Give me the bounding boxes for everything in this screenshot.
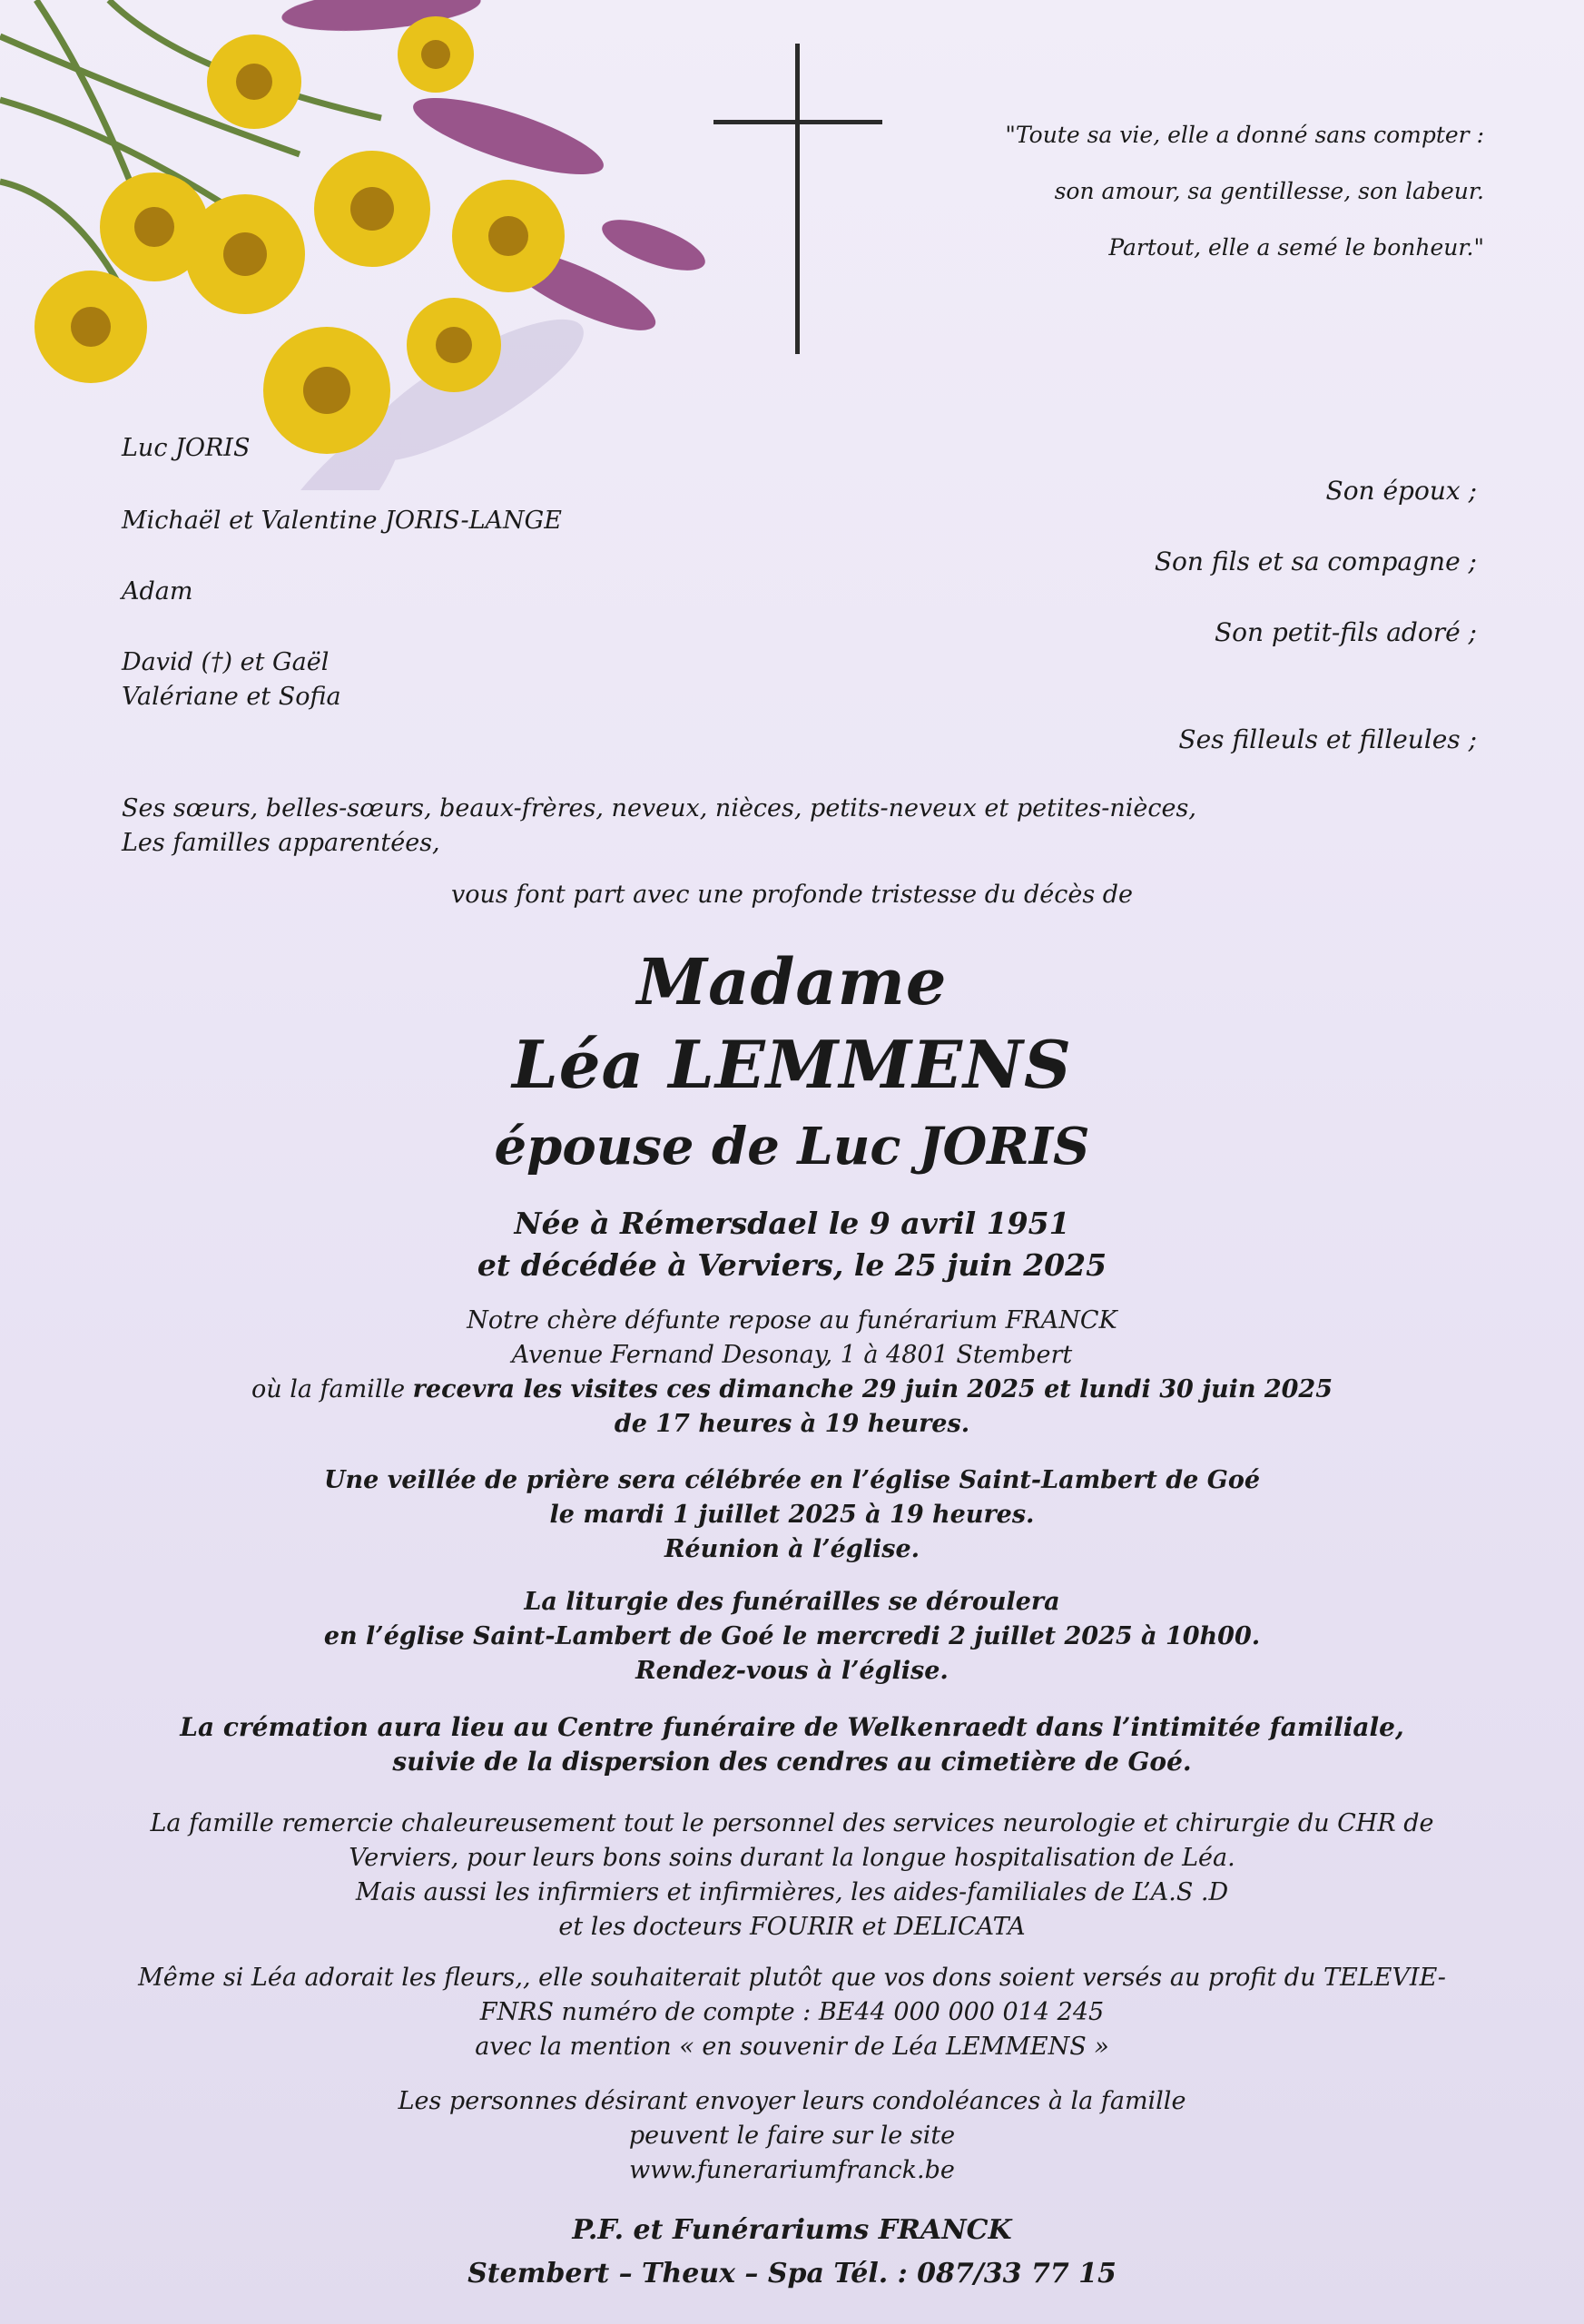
deceased-name: Léa LEMMENS [512, 1026, 1072, 1103]
visitation-line-4: de 17 heures à 19 heures. [614, 1410, 970, 1438]
deceased-title: Madame [636, 944, 948, 1019]
grandson-role: Son petit-fils adoré ; [1214, 617, 1477, 647]
quote-line-3: Partout, elle a semé le bonheur." [1108, 234, 1484, 261]
visitation-line-3b: recevra les visites ces dimanche 29 juin 2025 et lundi 30 juin 2025 [412, 1375, 1333, 1403]
condolences-line-2: peuvent le faire sur le site [628, 2122, 956, 2150]
husband-role: Son époux ; [1325, 476, 1477, 506]
cremation-info [0, 1710, 1584, 1779]
flower-bouquet-image [0, 0, 708, 490]
godchildren-line-1: David (†) et Gaël [122, 648, 330, 676]
epitaph-quote [1005, 107, 1484, 276]
husband-name: Luc JORIS [122, 434, 251, 462]
quote-line-2: son amour, sa gentillesse, son labeur. [1054, 178, 1484, 204]
vigil-line-3: Réunion à l’église. [664, 1535, 920, 1563]
funeral-home-contact: Stembert – Theux – Spa Tél. : 087/33 77 15 [467, 2258, 1117, 2290]
son-role: Son fils et sa compagne ; [1154, 547, 1477, 576]
relatives-line-1: Ses sœurs, belles-sœurs, beaux-frères, neveux, nièces, petits-neveux et petites-nièces, [122, 794, 1196, 822]
son-names: Michaël et Valentine JORIS-LANGE [122, 507, 562, 535]
vigil-line-2: le mardi 1 juillet 2025 à 19 heures. [549, 1501, 1035, 1529]
thanks-line-4: et les docteurs FOURIR et DELICATA [558, 1913, 1026, 1941]
thanks-info [0, 1807, 1584, 1945]
vigil-info [0, 1463, 1584, 1567]
announcement: vous font part avec une profonde tristesse du décès de [450, 881, 1134, 909]
condolences-info [0, 2084, 1584, 2188]
donation-line-2: FNRS numéro de compte : BE44 000 000 014 245 [479, 1998, 1105, 2026]
thanks-line-1: La famille remercie chaleureusement tout le personnel des services neurologie et chirurgie du CHR de [150, 1809, 1434, 1837]
relatives [122, 792, 1196, 861]
funeral-line-1: La liturgie des funérailles se déroulera [524, 1588, 1060, 1616]
death-line: et décédée à Verviers, le 25 juin 2025 [477, 1247, 1107, 1283]
cremation-line-2: suivie de la dispersion des cendres au cimetière de Goé. [392, 1747, 1192, 1777]
vigil-line-1: Une veillée de prière sera célébrée en l’église Saint-Lambert de Goé [323, 1466, 1261, 1494]
funeral-home-name: P.F. et Funérariums FRANCK [572, 2214, 1012, 2246]
grandson-name: Adam [122, 577, 193, 606]
godchildren-line-2: Valériane et Sofia [122, 683, 341, 711]
cremation-line-1: La crémation aura lieu au Centre funéraire de Welkenraedt dans l’intimitée familiale, [180, 1712, 1404, 1742]
donation-line-1: Même si Léa adorait les fleurs,, elle souhaiterait plutôt que vos dons soient versés au profit du TELEVIE- [138, 1964, 1446, 1992]
donation-line-3: avec la mention « en souvenir de Léa LEMMENS » [475, 2033, 1109, 2061]
donation-info [0, 1961, 1584, 2064]
deceased-spouse: épouse de Luc JORIS [494, 1117, 1090, 1177]
birth-line: Née à Rémersdael le 9 avril 1951 [514, 1206, 1070, 1241]
visitation-line-3a: où la famille [251, 1375, 413, 1403]
condolences-website-link[interactable]: www.funerariumfranck.be [629, 2156, 955, 2184]
deceased-dates [0, 1203, 1584, 1286]
cross-icon [795, 44, 800, 354]
funeral-line-2: en l’église Saint-Lambert de Goé le mercredi 2 juillet 2025 à 10h00. [323, 1622, 1261, 1650]
thanks-line-3: Mais aussi les infirmiers et infirmières, les aides-familiales de L’A.S .D [355, 1878, 1229, 1906]
cross-bar [713, 120, 882, 124]
thanks-line-2: Verviers, pour leurs bons soins durant la longue hospitalisation de Léa. [349, 1844, 1235, 1872]
visitation-line-2: Avenue Fernand Desonay, 1 à 4801 Stembert [511, 1341, 1073, 1369]
condolences-line-1: Les personnes désirant envoyer leurs condoléances à la famille [398, 2087, 1186, 2115]
footer [0, 2209, 1584, 2296]
funeral-line-3: Rendez-vous à l’église. [635, 1657, 949, 1685]
visitation-line-1: Notre chère défunte repose au funérarium FRANCK [467, 1306, 1117, 1334]
quote-line-1: "Toute sa vie, elle a donné sans compter : [1005, 122, 1484, 148]
relatives-line-2: Les familles apparentées, [122, 829, 440, 857]
visitation-info [0, 1304, 1584, 1442]
godchildren-role: Ses filleuls et filleules ; [1178, 724, 1477, 754]
funeral-info [0, 1585, 1584, 1689]
visitation-line-3 [0, 1373, 1584, 1407]
